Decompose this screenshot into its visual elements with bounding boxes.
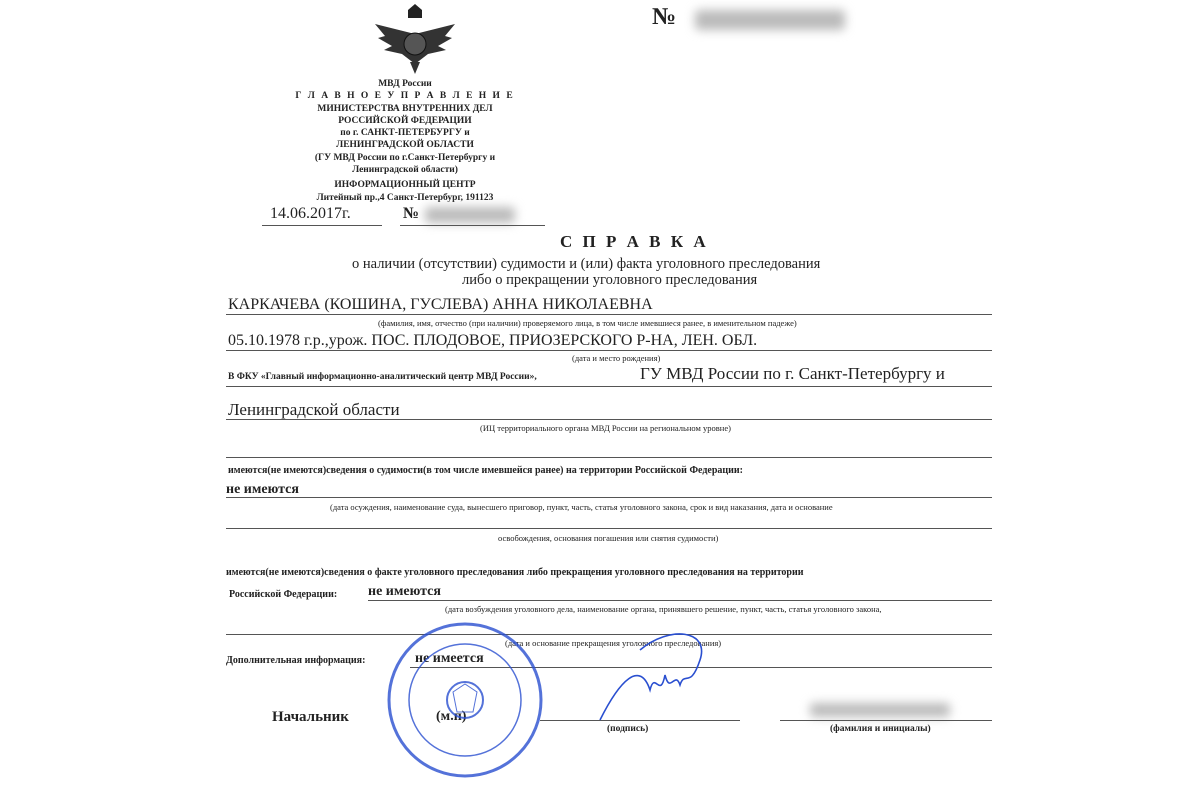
document-title: С П Р А В К А bbox=[560, 232, 709, 251]
caption: (дата и место рождения) bbox=[572, 353, 661, 363]
caption: (дата возбуждения уголовного дела, наименование органа, принявшего решение, пункт, часть, статья уголовного закона, bbox=[445, 604, 882, 614]
additional-label: Дополнительная информация: bbox=[226, 655, 366, 666]
org-line: по г. САНКТ-ПЕТЕРБУРГУ и bbox=[340, 128, 470, 139]
prosecution-value: не имеются bbox=[368, 584, 441, 599]
prosecution-label: имеются(не имеются)сведения о факте уголовного преследования либо прекращения уголовного преследования на территории bbox=[226, 567, 804, 578]
org-line: РОССИЙСКОЙ ФЕДЕРАЦИИ bbox=[338, 115, 472, 126]
signature-icon bbox=[580, 620, 730, 730]
caption: (ИЦ территориального органа МВД России на региональном уровне) bbox=[480, 423, 731, 433]
org-line: ЛЕНИНГРАДСКОЙ ОБЛАСТИ bbox=[336, 140, 474, 151]
org-line: Г Л А В Н О Е У П Р А В Л Е Н И Е bbox=[295, 91, 515, 102]
recipient-label: В ФКУ «Главный информационно-аналитический центр МВД России», bbox=[228, 372, 537, 382]
prosecution-label: Российской Федерации: bbox=[229, 589, 338, 600]
top-number-sign: № bbox=[652, 4, 677, 30]
org-line: МИНИСТЕРСТВА ВНУТРЕННИХ ДЕЛ bbox=[317, 103, 493, 114]
redacted-reg-number bbox=[425, 207, 515, 223]
org-line: ИНФОРМАЦИОННЫЙ ЦЕНТР bbox=[334, 180, 476, 191]
name-caption: (фамилия и инициалы) bbox=[830, 724, 931, 734]
recipient-value: ГУ МВД России по г. Санкт-Петербургу и bbox=[640, 364, 945, 383]
emblem-icon bbox=[370, 4, 460, 76]
recipient-value: Ленинградской области bbox=[228, 400, 400, 419]
official-stamp-icon bbox=[385, 600, 545, 800]
issue-date: 14.06.2017г. bbox=[270, 205, 351, 222]
signer-position: Начальник bbox=[272, 709, 349, 725]
org-line: МВД России bbox=[378, 79, 432, 89]
signature-caption: (подпись) bbox=[607, 724, 649, 734]
caption: (дата и основание прекращения уголовного преследования) bbox=[505, 638, 722, 648]
number-sign: № bbox=[403, 205, 420, 222]
conviction-label: имеются(не имеются)сведения о судимости(в том числе имевшейся ранее) на территории Российской Федерации: bbox=[228, 465, 744, 476]
org-line: (ГУ МВД России по г.Санкт-Петербургу и bbox=[314, 152, 496, 163]
person-name: КАРКАЧЕВА (КОШИНА, ГУСЛЕВА) АННА НИКОЛАЕВНА bbox=[228, 296, 653, 313]
org-line: Литейный пр.,4 Санкт-Петербург, 191123 bbox=[316, 192, 494, 203]
subtitle-line: либо о прекращении уголовного преследования bbox=[462, 272, 758, 288]
org-line: Ленинградской области) bbox=[352, 165, 458, 176]
birth-info: 05.10.1978 г.р.,урож. ПОС. ПЛОДОВОЕ, ПРИОЗЕРСКОГО Р-НА, ЛЕН. ОБЛ. bbox=[228, 332, 758, 349]
subtitle-line: о наличии (отсутствии) судимости и (или) факта уголовного преследования bbox=[352, 256, 821, 272]
caption: (фамилия, имя, отчество (при наличии) проверяемого лица, в том числе имевшиеся ранее, в именительном падеже) bbox=[378, 318, 797, 328]
caption: освобождения, основания погашения или снятия судимости) bbox=[498, 533, 719, 543]
redacted-number bbox=[695, 10, 845, 30]
additional-value: не имеется bbox=[415, 651, 484, 666]
stamp-place: (м.п) bbox=[436, 709, 467, 724]
conviction-value: не имеются bbox=[226, 482, 299, 497]
caption: (дата осуждения, наименование суда, вынесшего приговор, пункт, часть, статья уголовного закона, срок и вид наказания, дата и основание bbox=[330, 502, 833, 512]
redacted-signer-name bbox=[810, 703, 950, 717]
header-org bbox=[275, 78, 535, 204]
